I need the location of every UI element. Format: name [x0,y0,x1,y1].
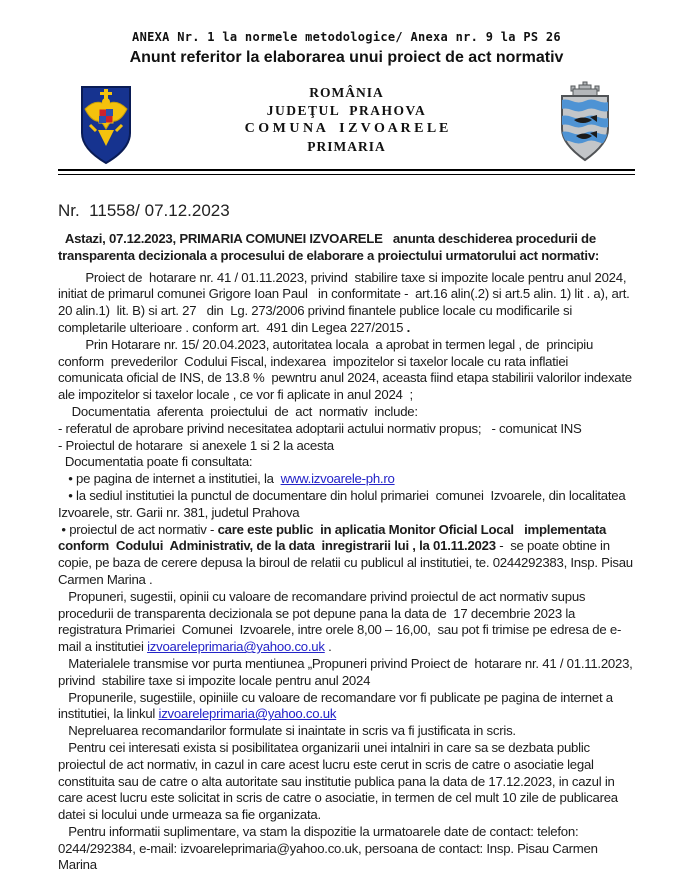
website-link[interactable]: www.izvoarele-ph.ro [280,471,395,487]
letterhead-county: JUDEŢUL PRAHOVA [266,103,427,118]
mol-pre: • proiectul de act normativ - [58,521,218,537]
izvoarele-coat-of-arms-icon [559,81,611,163]
letterhead-country: ROMÂNIA [309,85,384,100]
list-item-referat: - referatul de aprobare privind necesitatea adoptarii actului normativ propus; - comunicat INS [58,420,582,436]
mol-post: - se poate obtine in copie, pe baza de cerere depusa la biroul de relatii cu publicul al institutiei, te. 0244292383, Insp. Pisau Carmen Marina . [58,538,637,587]
paragraph-documentatie: Documentatia aferenta proiectului de act normativ include: [58,403,418,419]
bullet-website [58,471,635,488]
paragraph-indexare: Prin Hotarare nr. 15/ 20.04.2023, autoritatea locala a aprobat in termen legal , de principiu conform prevederilor Codului Fiscal, indexarea impozitelor si taxelor locale cu rata inflatiei comunicata oficial de INS, de 13.8 % pewntru anul 2024, aceasta fiind etapa stabilirii valorilor indexate ale impozitelor si taxelor locale , ce vor fi aplicate in anul 2024 ; [58,336,636,403]
bullet-sediu: • la sediul institutiei la punctul de documentare din holul primariei comunei Izvoarele, din localitatea Izvoarele, str. Garii nr. 381, judetul Prahova [58,487,629,520]
paragraph-proiect-hotarare [58,270,635,337]
paragraph-publicate [58,690,635,724]
page-title: Anunt referitor la elaborarea unui proiect de act normativ [129,49,564,66]
letterhead [58,81,635,169]
list-item-proiect: - Proiectul de hotarare si anexele 1 si 2 la acesta [58,437,334,453]
propuneri-pre: Propuneri, sugestii, opinii cu valoare de recomandare privind proiectul de act normativ supus procedurii de transparenta decizionala se pot depune pana la data de 17 decembrie 2023 la registratura Primariei Comunei Izvoarele, intre orele 8,00 – 16,00, sau pot fi trimise pe edresa de e-mail a institutiei [58,588,622,655]
letterhead-institution: PRIMARIA [307,139,386,154]
romania-coat-of-arms-icon [80,85,132,165]
propuneri-post: . [324,639,332,655]
proiect-text: Proiect de hotarare nr. 41 / 01.11.2023, privind stabilire taxe si impozite locale pentru anul 2024, initiat de primarul comunei Grigore Ioan Paul in conformitate - art.16 alin(.2) si art.5 alin. 1) lit . a), art. 20 alin.1) lit. B) si art. 27 din Lg. 273/2006 privind finantele publice locale cu modificarile si completarile ulterioare . conform art. 491 din Legea 227/2015 [58,269,633,335]
paragraph-consultata: Documentatia poate fi consultata: [58,454,253,470]
bullet-monitor-oficial [58,522,635,589]
paragraph-propuneri [58,589,635,656]
mol-bold: care este public in aplicatia Monitor Oficial Local implementata conform Codului Administrativ, de la data inregistrarii lui , la 01.11.2023 [58,521,610,554]
publicate-pre: Propunerile, sugestiile, opiniile cu valoare de recomandare vor fi publicate pe pagina de internet a institutiei, la linkul [58,689,617,722]
paragraph-intro: Astazi, 07.12.2023, PRIMARIA COMUNEI IZVOARELE anunta deschiderea procedurii de transparenta decizionala a procesului de elaborare a proiectului urmatorului act normativ: [58,231,600,263]
paragraph-mentiune: Materialele transmise vor purta mentiunea „Propuneri privind Proiect de hotarare nr. 41 / 01.11.2023, privind stabilire taxe si impozite locale pentru anul 2024 [58,655,637,688]
document-body [58,231,635,874]
paragraph-contact: Pentru informatii suplimentare, va stam la dispozitie la urmatoarele date de contact: telefon: 0244/292384, e-mail: izvoareleprimaria@yahoo.co.uk, persoana de contact: Insp. Pisau Carmen Marina [58,823,602,873]
email-link[interactable]: izvoareleprimaria@yahoo.co.uk [147,639,325,655]
annex-header: ANEXA Nr. 1 la normele metodologice/ Anexa nr. 9 la PS 26 [132,30,561,44]
email-link-2[interactable]: izvoareleprimaria@yahoo.co.uk [158,706,337,722]
bullet-website-text: • pe pagina de internet a institutiei, la [58,471,281,487]
proiect-bold-end: . [406,319,411,335]
letterhead-text [58,81,635,155]
header-divider [58,169,635,175]
paragraph-nepreluare: Nepreluarea recomandarilor formulate si inaintate in scris va fi justificata in scris. [58,723,516,739]
paragraph-intalnire: Pentru cei interesati exista si posibilitatea organizarii unei intalniri in care sa se dezbata public proiectul de act normativ, in cazul in care acest lucru este cerut in scris de catre o asociatie legal constituita sau de catre o alta autoritate sau institutie publica pana la data de 17.12.2023, in cazul in care acest lucru este solicitat in scris de catre o asociatie, in termen de cel mult 10 zile de publicarea datei si locului unde urmeaza sa fie organizata. [58,739,622,823]
letterhead-commune: C O M U N A I Z V O A R E L E [244,121,449,136]
document-number: Nr. 11558/ 07.12.2023 [58,201,230,220]
